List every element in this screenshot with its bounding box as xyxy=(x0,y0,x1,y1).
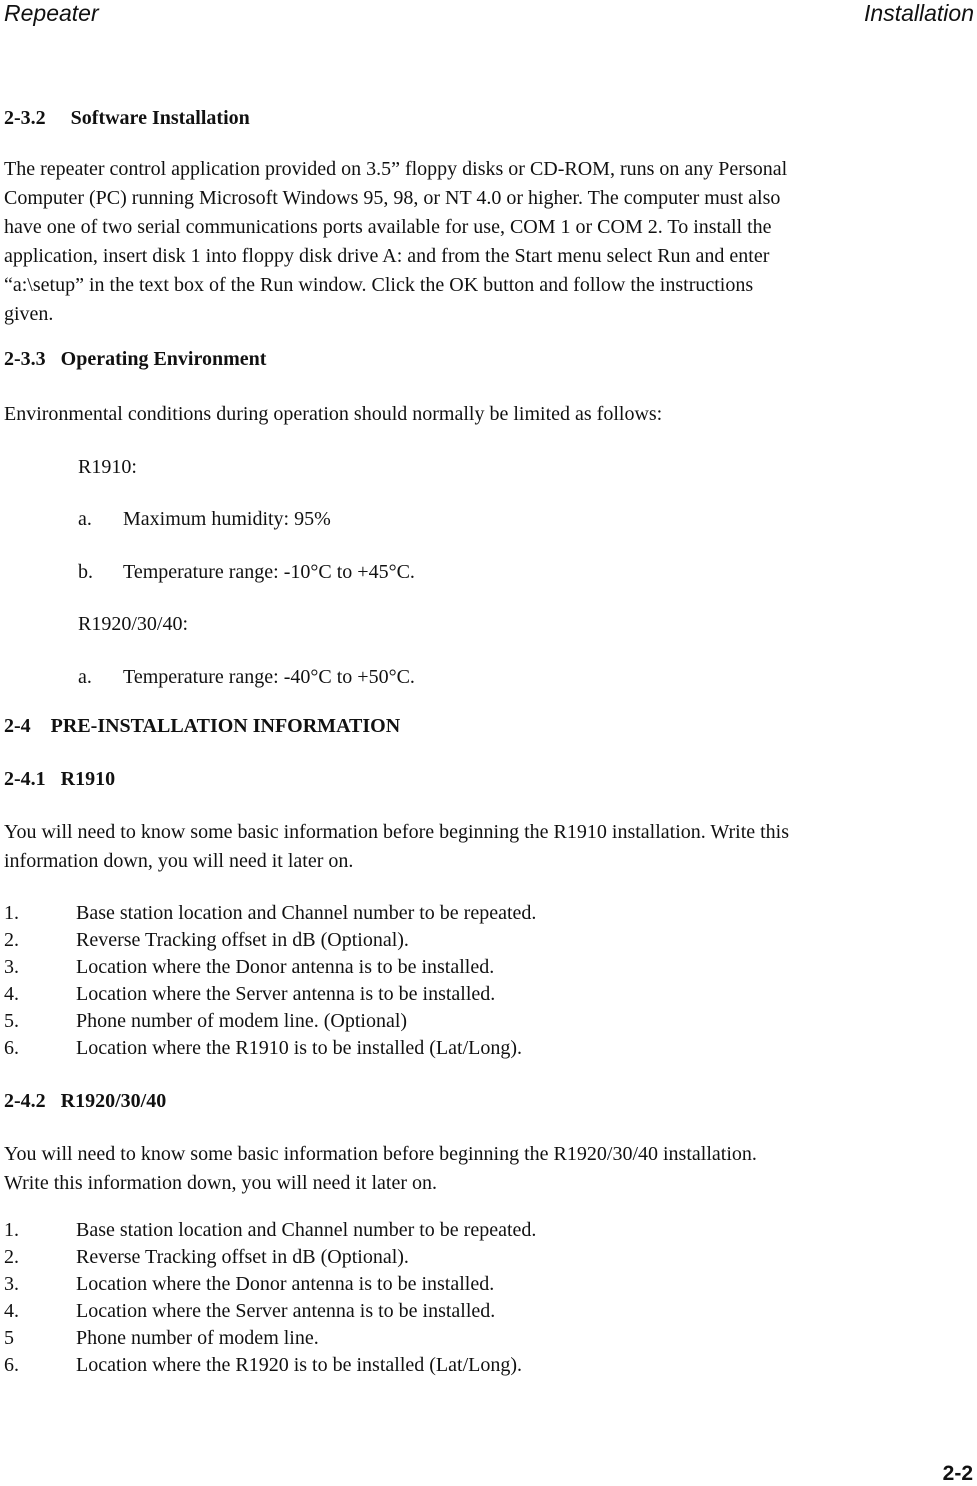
item-text: Base station location and Channel number to be repeated. xyxy=(76,902,537,924)
item-number: 1. xyxy=(4,902,19,924)
item-number: 3. xyxy=(4,1273,19,1295)
section-heading-software-installation xyxy=(4,107,250,130)
paragraph-line: You will need to know some basic information before beginning the R1910 installation. Write this xyxy=(4,821,790,843)
item-text: Location where the Donor antenna is to be installed. xyxy=(76,956,495,978)
paragraph-line: given. xyxy=(4,303,54,325)
item-text: Location where the Server antenna is to be installed. xyxy=(76,1300,496,1322)
item-number: 3. xyxy=(4,956,19,978)
section-number: 2-3.2 xyxy=(4,107,46,129)
software-installation-paragraph xyxy=(4,155,964,329)
section-heading-r1910 xyxy=(4,768,115,791)
item-text: Location where the R1920 is to be installed (Lat/Long). xyxy=(76,1354,522,1376)
paragraph-line: application, insert disk 1 into floppy disk drive A: and from the Start menu select Run and enter xyxy=(4,245,770,267)
section-number: 2-3.3 xyxy=(4,348,46,370)
section-heading-operating-environment xyxy=(4,348,266,371)
item-text: Phone number of modem line. (Optional) xyxy=(76,1010,408,1032)
paragraph-line: You will need to know some basic information before beginning the R1920/30/40 installation. xyxy=(4,1143,757,1165)
item-text: Temperature range: -40°C to +50°C. xyxy=(123,666,415,688)
running-header-right: Installation xyxy=(864,0,974,26)
item-number: 5 xyxy=(4,1327,14,1349)
section-number: 2-4 xyxy=(4,715,31,737)
item-number: 4. xyxy=(4,1300,19,1322)
item-letter: b. xyxy=(78,561,93,583)
item-text: Reverse Tracking offset in dB (Optional). xyxy=(76,1246,409,1268)
section-heading-r1920 xyxy=(4,1090,166,1113)
item-number: 6. xyxy=(4,1037,19,1059)
item-text: Location where the Donor antenna is to be installed. xyxy=(76,1273,495,1295)
item-text: Reverse Tracking offset in dB (Optional). xyxy=(76,929,409,951)
item-text: Phone number of modem line. xyxy=(76,1327,319,1349)
item-number: 2. xyxy=(4,1246,19,1268)
item-number: 5. xyxy=(4,1010,19,1032)
section-title: PRE-INSTALLATION INFORMATION xyxy=(50,715,401,737)
paragraph-line: The repeater control application provided on 3.5” floppy disks or CD-ROM, runs on any Personal xyxy=(4,158,788,180)
section-title: Operating Environment xyxy=(60,348,267,370)
paragraph-line: Computer (PC) running Microsoft Windows 95, 98, or NT 4.0 or higher. The computer must also xyxy=(4,187,781,209)
item-text: Temperature range: -10°C to +45°C. xyxy=(123,561,415,583)
section-number: 2-4.1 xyxy=(4,768,46,790)
item-number: 4. xyxy=(4,983,19,1005)
item-letter: a. xyxy=(78,508,92,530)
r1910-paragraph xyxy=(4,818,964,876)
item-number: 2. xyxy=(4,929,19,951)
section-title: R1920/30/40 xyxy=(60,1090,167,1112)
running-header-left: Repeater xyxy=(4,0,99,26)
section-number: 2-4.2 xyxy=(4,1090,46,1112)
paragraph-line: information down, you will need it later on. xyxy=(4,850,354,872)
model-label-r1910: R1910: xyxy=(78,456,137,478)
item-number: 1. xyxy=(4,1219,19,1241)
paragraph-line: Write this information down, you will need it later on. xyxy=(4,1172,437,1194)
section-title: Software Installation xyxy=(70,107,250,129)
item-text: Location where the R1910 is to be installed (Lat/Long). xyxy=(76,1037,522,1059)
model-label-r1920: R1920/30/40: xyxy=(78,613,189,635)
item-text: Maximum humidity: 95% xyxy=(123,508,331,530)
item-text: Location where the Server antenna is to be installed. xyxy=(76,983,496,1005)
r1920-paragraph xyxy=(4,1140,964,1198)
section-title: R1910 xyxy=(60,768,116,790)
paragraph-line: have one of two serial communications ports available for use, COM 1 or COM 2. To install the xyxy=(4,216,772,238)
item-number: 6. xyxy=(4,1354,19,1376)
item-letter: a. xyxy=(78,666,92,688)
page-number: 2-2 xyxy=(942,1462,973,1485)
section-heading-pre-installation xyxy=(4,715,400,738)
operating-environment-intro: Environmental conditions during operation should normally be limited as follows: xyxy=(4,403,663,425)
item-text: Base station location and Channel number to be repeated. xyxy=(76,1219,537,1241)
paragraph-line: “a:\setup” in the text box of the Run window. Click the OK button and follow the instructions xyxy=(4,274,754,296)
